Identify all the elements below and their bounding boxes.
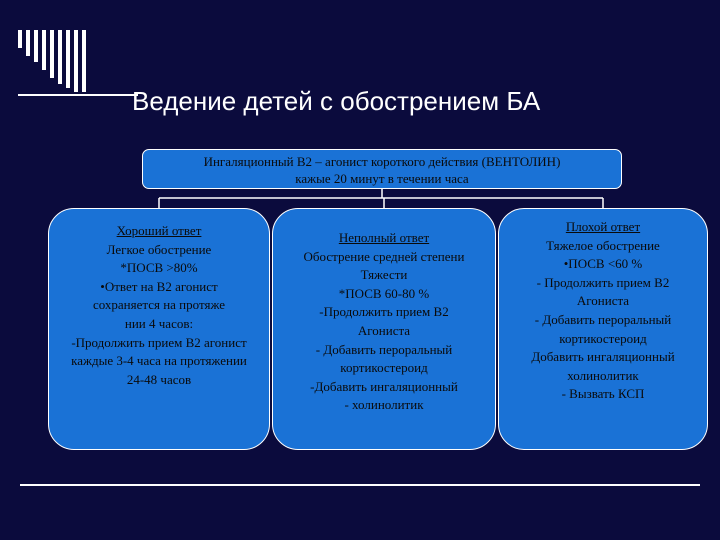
good-line-3: •Ответ на В2 агонист xyxy=(100,278,218,294)
partial-line-2: Тяжести xyxy=(360,267,408,283)
good-line-1: Легкое обострение xyxy=(106,241,212,257)
poor-line-5: - Добавить пероральный xyxy=(534,311,672,327)
good-line-2: *ПОСВ >80% xyxy=(120,260,198,276)
good-line-4: сохраняется на протяже xyxy=(92,297,226,313)
poor-line-3: - Продолжить прием В2 xyxy=(536,274,670,290)
bottom-divider xyxy=(20,484,700,486)
poor-line-4: Агониста xyxy=(576,293,630,309)
poor-response-card xyxy=(498,208,708,450)
partial-line-1: Обострение средней степени xyxy=(303,248,465,264)
partial-line-4: -Продолжить прием В2 xyxy=(319,304,449,320)
treatment-line-2: кажые 20 минут в течении часа xyxy=(295,171,469,186)
poor-line-1: Тяжелое обострение xyxy=(546,237,660,253)
partial-line-3: *ПОСВ 60-80 % xyxy=(338,285,430,301)
good-line-7: каждые 3-4 часа на протяжении xyxy=(71,353,247,369)
treatment-line-1: Ингаляционный В2 – агонист короткого действия (ВЕНТОЛИН) xyxy=(203,154,561,169)
poor-line-2: •ПОСВ <60 % xyxy=(563,256,643,272)
partial-response-card xyxy=(272,208,496,450)
good-response-card xyxy=(48,208,270,450)
partial-response-heading: Неполный ответ xyxy=(338,230,430,245)
poor-response-heading: Плохой ответ xyxy=(565,219,641,234)
partial-line-7: кортикостероид xyxy=(340,360,428,376)
partial-line-6: - Добавить пероральный xyxy=(315,341,453,357)
partial-line-8: -Добавить ингаляционный xyxy=(310,378,458,394)
poor-line-7: Добавить ингаляционный xyxy=(531,349,675,365)
good-line-8: 24-48 часов xyxy=(126,371,192,387)
good-response-heading: Хороший ответ xyxy=(116,223,202,238)
poor-line-9: - Вызвать КСП xyxy=(561,386,645,402)
slide-title: Ведение детей с обострением БА xyxy=(132,86,541,116)
partial-line-5: Агониста xyxy=(357,322,411,338)
good-line-6: -Продолжить прием В2 агонист xyxy=(71,334,247,350)
good-line-5: нии 4 часов: xyxy=(124,315,194,331)
poor-line-8: холинолитик xyxy=(567,367,639,383)
partial-line-9: - холинолитик xyxy=(344,397,424,413)
poor-line-6: кортикостероид xyxy=(559,330,647,346)
